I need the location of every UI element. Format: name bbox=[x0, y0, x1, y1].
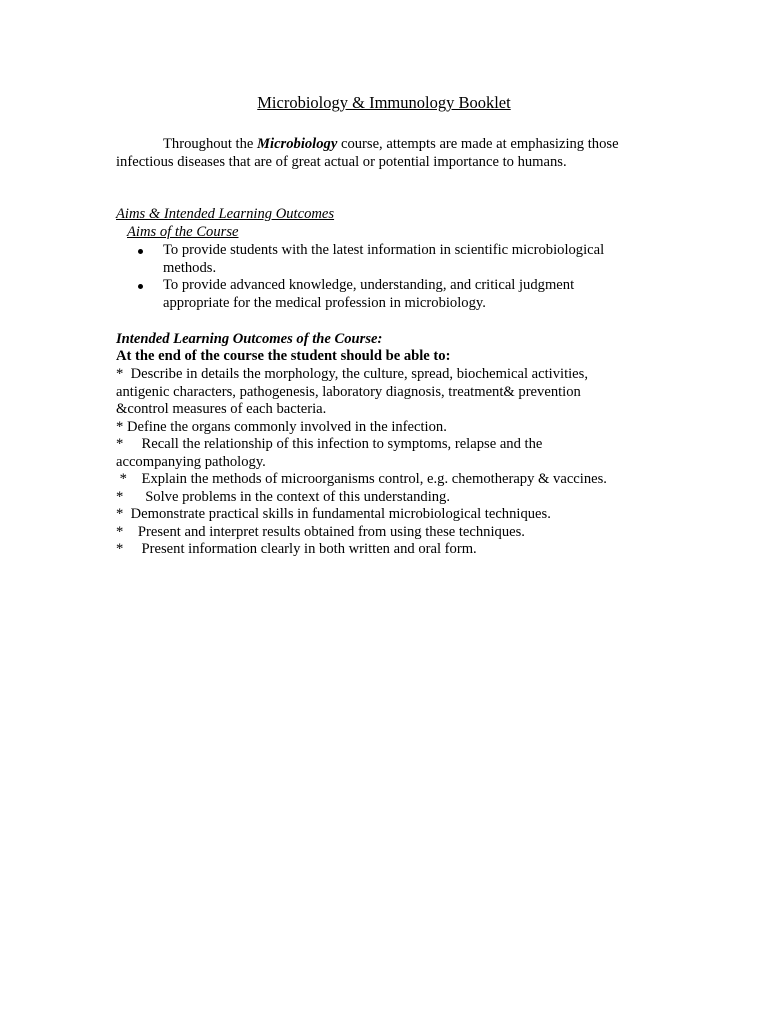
outcome-line: * Present and interpret results obtained from using these techniques. bbox=[116, 523, 525, 540]
ilo-heading: Intended Learning Outcomes of the Course: bbox=[116, 331, 383, 347]
aims-heading: Aims & Intended Learning Outcomes bbox=[116, 206, 335, 222]
outcome-line: * Present information clearly in both written and oral form. bbox=[116, 541, 477, 557]
outcome-line: accompanying pathology. bbox=[116, 453, 266, 470]
aims-list-item bbox=[163, 242, 643, 277]
intro-emphasis: Microbiology bbox=[257, 136, 338, 152]
outcome-line: * Define the organs commonly involved in the infection. bbox=[116, 418, 447, 435]
intro-paragraph bbox=[116, 136, 676, 171]
document-title: Microbiology & Immunology Booklet bbox=[257, 93, 511, 112]
intro-suffix: course, attempts are made at emphasizing those bbox=[337, 136, 619, 152]
aims-list-item-text: To provide students with the latest information in scientific microbiological methods. bbox=[163, 242, 605, 276]
outcome-line: * Recall the relationship of this infection to symptoms, relapse and the bbox=[116, 436, 543, 452]
aims-list-item bbox=[163, 277, 643, 312]
aims-list-item-text: To provide advanced knowledge, understanding, and critical judgment appropriate for the medical profession in microbiology. bbox=[163, 277, 575, 311]
outcome-line: &control measures of each bacteria. bbox=[116, 401, 327, 417]
aims-list bbox=[163, 242, 643, 312]
bullet-icon bbox=[138, 249, 143, 254]
outcome-line: * Demonstrate practical skills in fundamental microbiological techniques. bbox=[116, 506, 551, 522]
bullet-icon bbox=[138, 284, 143, 289]
intro-line-1 bbox=[116, 136, 676, 154]
outcomes-list bbox=[116, 366, 676, 559]
outcome-line: * Solve problems in the context of this understanding. bbox=[116, 488, 450, 505]
aims-subheading: Aims of the Course bbox=[127, 224, 239, 240]
outcome-line: * Explain the methods of microorganisms control, e.g. chemotherapy & vaccines. bbox=[116, 471, 607, 487]
intro-line-2: infectious diseases that are of great actual or potential importance to humans. bbox=[116, 153, 567, 170]
outcome-line: * Describe in details the morphology, the culture, spread, biochemical activities, bbox=[116, 366, 588, 382]
outcome-line: antigenic characters, pathogenesis, laboratory diagnosis, treatment& prevention bbox=[116, 383, 581, 400]
ilo-subheading: At the end of the course the student should be able to: bbox=[116, 348, 451, 364]
intro-prefix: Throughout the bbox=[163, 136, 258, 152]
